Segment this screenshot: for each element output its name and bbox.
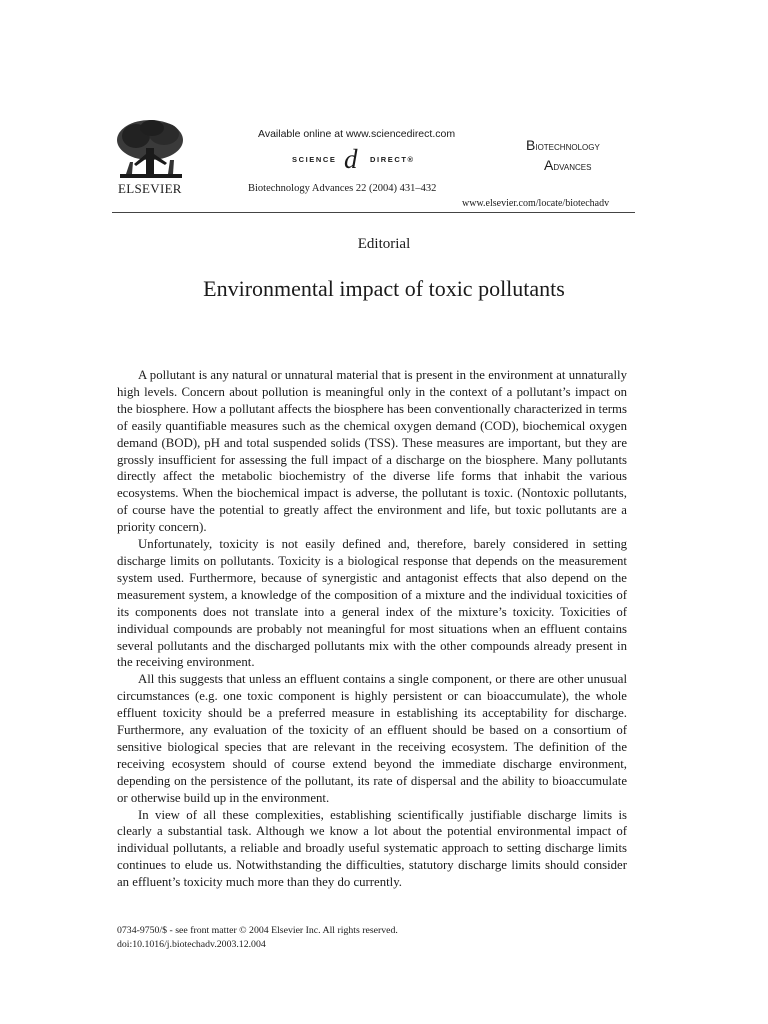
journal-name-line1: Biotechnology [526, 137, 600, 153]
sciencedirect-logo [290, 146, 450, 174]
article-footer [117, 924, 398, 952]
sciencedirect-logo-left: SCIENCE [292, 155, 337, 164]
journal-name-line2-rest: dvances [553, 159, 592, 173]
section-label: Editorial [357, 236, 411, 252]
article-title: Environmental impact of toxic pollutants [203, 276, 565, 301]
sciencedirect-at-icon: d [344, 144, 358, 174]
journal-name-line2: Advances [544, 157, 592, 173]
sciencedirect-logo-right: DIRECT® [370, 155, 415, 164]
journal-citation: Biotechnology Advances 22 (2004) 431–432 [248, 183, 437, 194]
paragraph: All this suggests that unless an effluent contains a single component, or there are other unusual circumstances (e.g. one toxic component is highly persistent or can bioaccumulate), the whole effluent toxicity should be a preferred measure in establishing its acceptability for discharge. Furthermore, any evaluation of the toxicity of an effluent should be based on a consortium of sensitive biological species that are relevant in the receiving ecosystem. The definition of the receiving ecosystem should of course extend beyond the immediate discharge environment, depending on the persistence of the pollutant, its rate of dispersal and the ability to bioaccumulate or otherwise build up in the environment. [117, 672, 627, 805]
publisher-logo-text: ELSEVIER [118, 181, 182, 196]
journal-name [526, 136, 600, 176]
paragraph: A pollutant is any natural or unnatural material that is present in the environment at unnaturally high levels. Concern about pollution is meaningful only in the context of a pollutant’s impact on the biosphere. How a pollutant affects the biosphere has been conventionally characterized in terms of easily quantifiable measures such as the chemical oxygen demand (COD), biochemical oxygen demand (BOD), pH and total suspended solids (TSS). These measures are important, but they are grossly insufficient for assessing the full impact of a discharge on the biosphere. Many pollutants directly affect the metabolic biochemistry of the diverse life forms that inhabit the various ecosystems. When the biochemical impact is adverse, the pollutant is toxic. (Nontoxic pollutants, of course have the potential to greatly affect the environment and life, but toxic pollutants are a priority concern). [117, 368, 627, 535]
article-body [117, 367, 627, 891]
paragraph: In view of all these complexities, establishing scientifically justifiable discharge limits is clearly a substantial task. Although we know a lot about the potential environmental impact of individual pollutants, a reliable and broadly useful systematic approach to setting discharge limits continues to elude us. Notwithstanding the difficulties, statutory discharge limits should consider an effluent’s toxicity much more than they do currently. [117, 807, 627, 890]
available-online-text: Available online at www.sciencedirect.com [258, 128, 456, 140]
journal-name-line1-rest: iotechnology [535, 139, 600, 153]
journal-url: www.elsevier.com/locate/biotechadv [462, 198, 610, 209]
header-divider [112, 212, 635, 213]
copyright-line: 0734-9750/$ - see front matter © 2004 Elsevier Inc. All rights reserved. [117, 925, 398, 936]
doi-line: doi:10.1016/j.biotechadv.2003.12.004 [117, 939, 266, 950]
paragraph: Unfortunately, toxicity is not easily defined and, therefore, barely considered in setting discharge limits on pollutants. Toxicity is a biological response that depends on the measurement system used. Furthermore, because of synergistic and antagonist effects that also depend on the measurement system, a knowledge of the composition of a mixture and the individual toxicities of its components does not translate into a general index of the mixture’s toxicity. Toxicities of individual compounds are probably not meaningful for most situations when an effluent contains several pollutants and the discharged pollutants mix with the other compounds already present in the receiving environment. [117, 537, 627, 670]
